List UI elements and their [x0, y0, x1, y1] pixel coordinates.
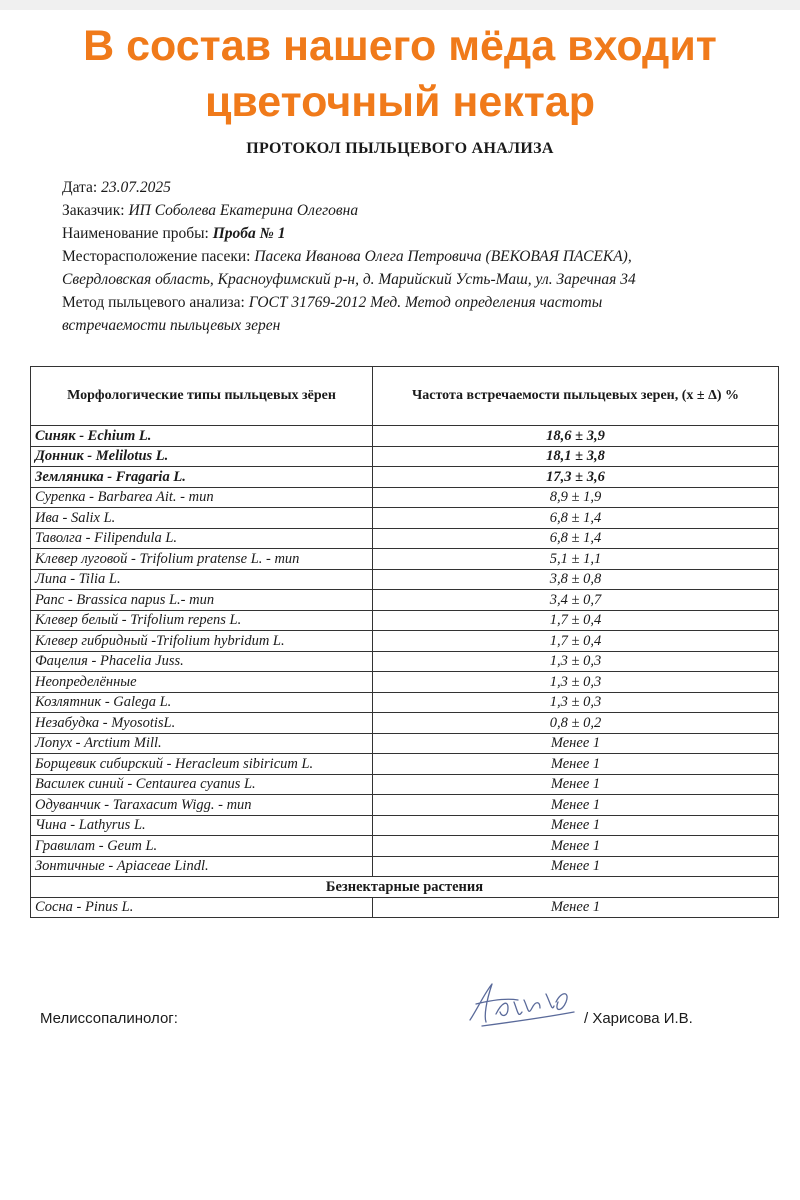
table-row: [31, 549, 779, 570]
pollen-type-cell: Сурепка - Barbarea Ait. - тип: [31, 487, 373, 508]
pollen-type-cell: Рапс - Brassica napus L.- тип: [31, 590, 373, 611]
table-row: [31, 897, 779, 918]
method-value-1: ГОСТ 31769-2012 Мед. Метод определения частоты: [248, 294, 603, 311]
method-value-2: встречаемости пыльцевых зерен: [62, 317, 281, 334]
pollen-type-cell: Чина - Lathyrus L.: [31, 815, 373, 836]
header-pollen-type: Морфологические типы пыльцевых зёрен: [31, 367, 373, 426]
pollen-type-cell: Синяк - Echium L.: [31, 426, 373, 447]
pollen-type-cell: Клевер белый - Trifolium repens L.: [31, 610, 373, 631]
table-row: [31, 487, 779, 508]
pollen-type-cell: Земляника - Fragaria L.: [31, 467, 373, 488]
table-row: [31, 672, 779, 693]
frequency-cell: 6,8 ± 1,4: [373, 508, 779, 529]
frequency-cell: 17,3 ± 3,6: [373, 467, 779, 488]
table-row: [31, 446, 779, 467]
table-row: [31, 836, 779, 857]
method-row-2: [62, 314, 782, 337]
pollen-type-cell: Клевер гибридный -Trifolium hybridum L.: [31, 631, 373, 652]
location-row-2: [62, 268, 782, 291]
table-row: [31, 631, 779, 652]
table-row: [31, 733, 779, 754]
location-row: [62, 245, 782, 268]
pollen-type-cell: Борщевик сибирский - Heracleum sibiricum L.: [31, 754, 373, 775]
section-row: [31, 877, 779, 898]
pollen-type-cell: Липа - Tilia L.: [31, 569, 373, 590]
sample-row: [62, 222, 782, 245]
frequency-cell: 8,9 ± 1,9: [373, 487, 779, 508]
table-row: [31, 508, 779, 529]
frequency-cell: Менее 1: [373, 774, 779, 795]
table-row: [31, 795, 779, 816]
pollen-type-cell: Клевер луговой - Trifolium pratense L. - тип: [31, 549, 373, 570]
pollen-type-cell: Гравилат - Geum L.: [31, 836, 373, 857]
table-row: [31, 569, 779, 590]
frequency-cell: 1,7 ± 0,4: [373, 610, 779, 631]
pollen-table: [30, 366, 779, 918]
table-row: [31, 528, 779, 549]
pollen-type-cell: Таволга - Filipendula L.: [31, 528, 373, 549]
frequency-cell: 6,8 ± 1,4: [373, 528, 779, 549]
pollen-table-body: [31, 426, 779, 918]
frequency-cell: 3,8 ± 0,8: [373, 569, 779, 590]
frequency-cell: Менее 1: [373, 856, 779, 877]
header-frequency: Частота встречаемости пыльцевых зерен, (x ± Δ) %: [373, 367, 779, 426]
signature-label: Мелиссопалинолог:: [40, 1010, 178, 1027]
headline: [0, 18, 800, 130]
frequency-cell: Менее 1: [373, 815, 779, 836]
frequency-cell: 1,3 ± 0,3: [373, 651, 779, 672]
date-label: Дата:: [62, 179, 98, 196]
handwritten-signature: [462, 972, 582, 1030]
section-label: Безнектарные растения: [31, 877, 779, 898]
frequency-cell: Менее 1: [373, 897, 779, 918]
headline-line-1: В состав нашего мёда входит: [83, 22, 717, 70]
pollen-type-cell: Василек синий - Centaurea cyanus L.: [31, 774, 373, 795]
pollen-type-cell: Незабудка - MyosotisL.: [31, 713, 373, 734]
pollen-type-cell: Сосна - Pinus L.: [31, 897, 373, 918]
table-row: [31, 467, 779, 488]
table-row: [31, 856, 779, 877]
headline-line-2: цветочный нектар: [204, 78, 596, 126]
protocol-meta: [62, 176, 782, 337]
table-row: [31, 774, 779, 795]
customer-row: [62, 199, 782, 222]
pollen-type-cell: Одуванчик - Taraxacum Wigg. - тип: [31, 795, 373, 816]
frequency-cell: 1,7 ± 0,4: [373, 631, 779, 652]
frequency-cell: 18,6 ± 3,9: [373, 426, 779, 447]
table-row: [31, 754, 779, 775]
table-row: [31, 713, 779, 734]
pollen-type-cell: Донник - Melilotus L.: [31, 446, 373, 467]
method-label: Метод пыльцевого анализа:: [62, 294, 245, 311]
table-header-row: [31, 367, 779, 426]
frequency-cell: 0,8 ± 0,2: [373, 713, 779, 734]
table-row: [31, 692, 779, 713]
table-row: [31, 815, 779, 836]
frequency-cell: Менее 1: [373, 836, 779, 857]
sample-label: Наименование пробы:: [62, 225, 209, 242]
location-label: Месторасположение пасеки:: [62, 248, 251, 265]
customer-label: Заказчик:: [62, 202, 125, 219]
table-row: [31, 610, 779, 631]
method-row: [62, 291, 782, 314]
frequency-cell: 5,1 ± 1,1: [373, 549, 779, 570]
sample-value: Проба № 1: [212, 225, 286, 242]
protocol-title: ПРОТОКОЛ ПЫЛЬЦЕВОГО АНАЛИЗА: [246, 140, 554, 157]
table-row: [31, 651, 779, 672]
pollen-type-cell: Лопух - Arctium Mill.: [31, 733, 373, 754]
table-row: [31, 426, 779, 447]
frequency-cell: Менее 1: [373, 795, 779, 816]
frequency-cell: 18,1 ± 3,8: [373, 446, 779, 467]
date-value: 23.07.2025: [101, 179, 171, 196]
frequency-cell: 1,3 ± 0,3: [373, 672, 779, 693]
pollen-type-cell: Ива - Salix L.: [31, 508, 373, 529]
customer-value: ИП Соболева Екатерина Олеговна: [128, 202, 359, 219]
table-row: [31, 590, 779, 611]
pollen-type-cell: Фацелия - Phacelia Juss.: [31, 651, 373, 672]
location-value-1: Пасека Иванова Олега Петровича (ВЕКОВАЯ ПАСЕКА),: [254, 248, 632, 265]
frequency-cell: Менее 1: [373, 754, 779, 775]
top-strip: [0, 0, 800, 10]
frequency-cell: 1,3 ± 0,3: [373, 692, 779, 713]
date-row: [62, 176, 782, 199]
pollen-type-cell: Неопределённые: [31, 672, 373, 693]
frequency-cell: 3,4 ± 0,7: [373, 590, 779, 611]
frequency-cell: Менее 1: [373, 733, 779, 754]
signature-name: / Харисова И.В.: [584, 1010, 693, 1027]
location-value-2: Свердловская область, Красноуфимский р-н, д. Марийский Усть-Маш, ул. Заречная 34: [62, 271, 636, 288]
pollen-type-cell: Зонтичные - Apiaceae Lindl.: [31, 856, 373, 877]
pollen-type-cell: Козлятник - Galega L.: [31, 692, 373, 713]
